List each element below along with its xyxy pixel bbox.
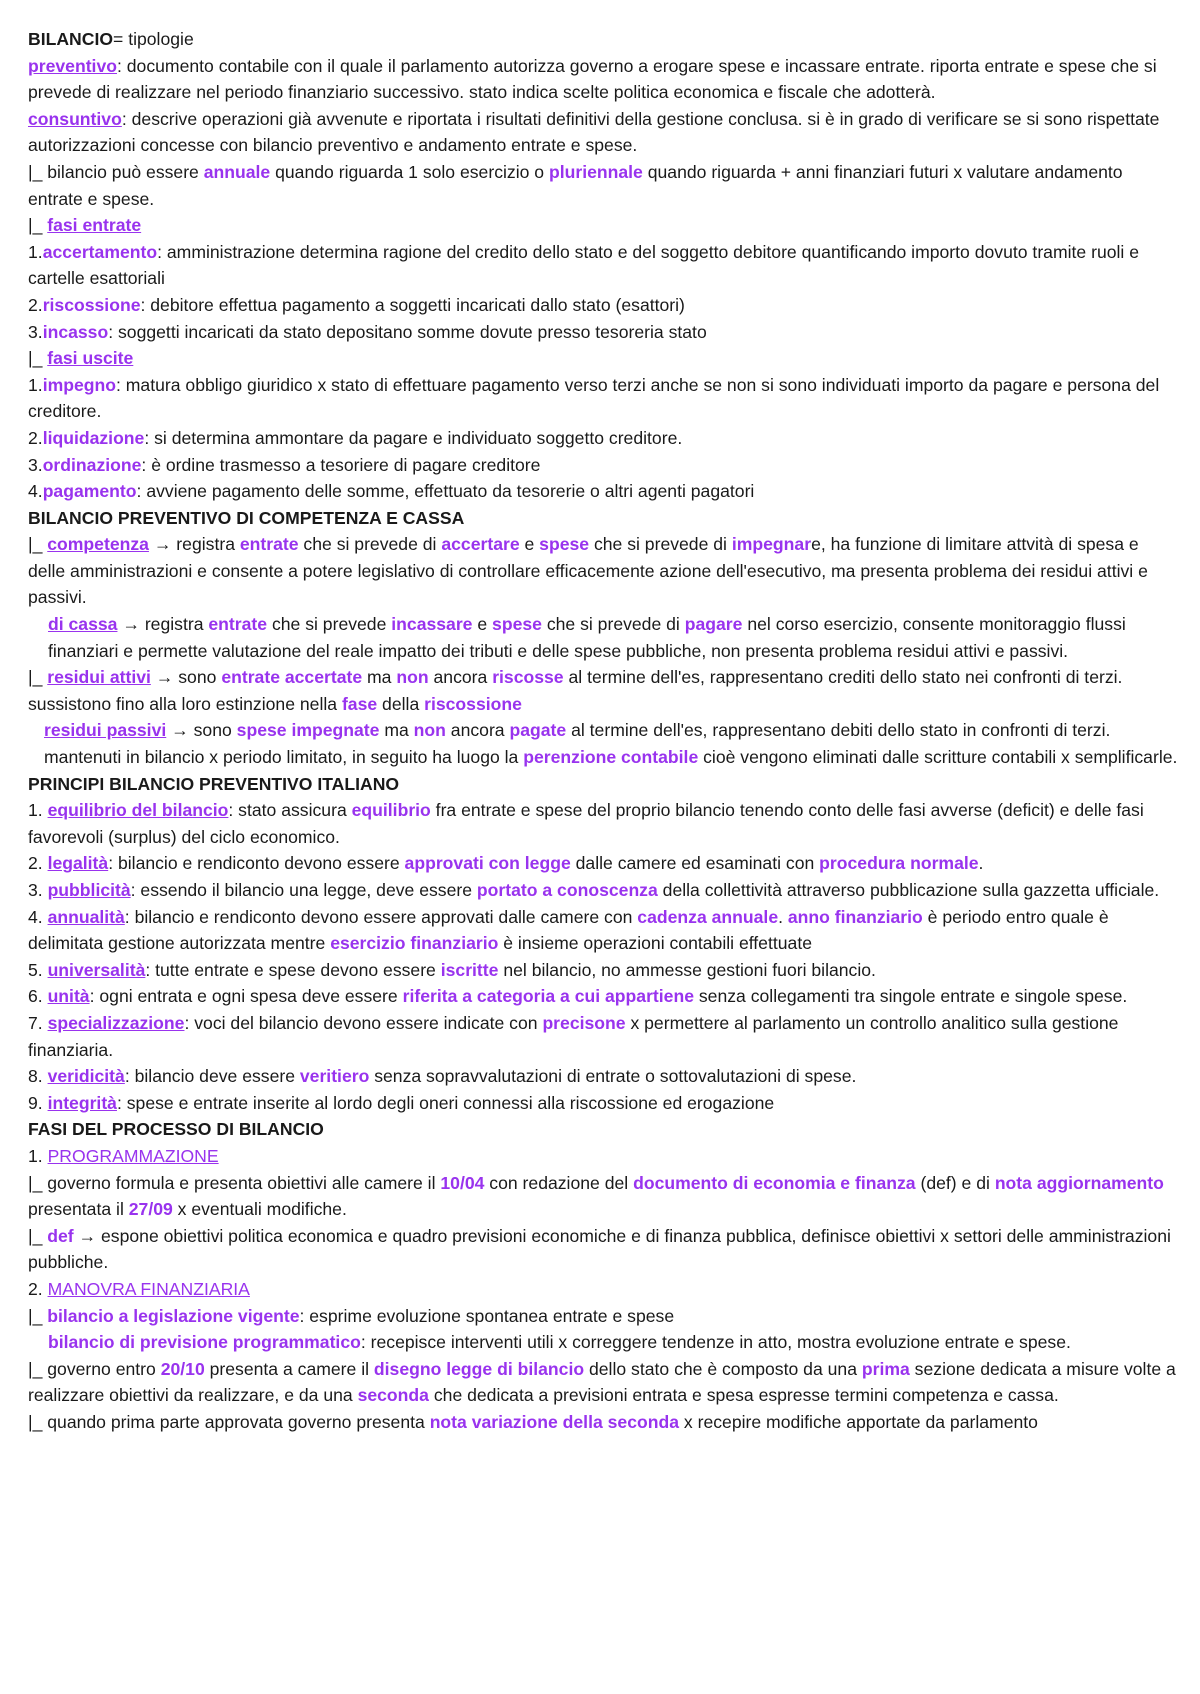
text-line [28, 239, 1178, 292]
body-text: : soggetti incaricati da stato depositano somme dovute presso tesoreria stato [108, 321, 707, 342]
text-line [28, 372, 1178, 425]
text-line [28, 664, 1178, 717]
highlighted-term: non [396, 667, 429, 688]
underlined-term: universalità [47, 959, 146, 980]
body-text: : amministrazione determina ragione del credito dello stato e del soggetto debitore quantificando importo dovuto tramite ruoli e cartelle esattoriali [28, 241, 1140, 289]
section-heading: PRINCIPI BILANCIO PREVENTIVO ITALIANO [28, 773, 400, 794]
body-text: 1. [28, 241, 43, 262]
body-text: nel corso esercizio, consente monitoraggio flussi finanziari e permette valutazione del reale impatto dei tributi e delle spese pubbliche, non presenta problema residui attivi e passivi. [48, 614, 1126, 661]
body-text: che si prevede di [589, 534, 732, 555]
text-line [28, 1329, 1178, 1356]
body-text: 7. [28, 1012, 48, 1033]
highlighted-term: non [413, 720, 446, 741]
highlighted-term: documento di economia e finanza [633, 1172, 916, 1193]
highlighted-term: disegno legge di bilancio [373, 1358, 585, 1379]
highlighted-term: pagare [684, 614, 743, 635]
highlighted-term: pluriennale [548, 161, 643, 182]
body-text: |_ [28, 667, 48, 688]
highlighted-term: incassare [391, 614, 473, 635]
body-text: dello stato che è composto da una [584, 1358, 862, 1379]
text-line [28, 292, 1178, 319]
body-text: → registra [117, 614, 209, 635]
body-text: : documento contabile con il quale il parlamento autorizza governo a erogare spese e incassare entrate. riporta entrate e spese che si prevede di realizzare nel periodo finanziario successivo. stato indica scelte politica economica e fiscale che adotterà. [28, 55, 1157, 103]
underlined-term: fasi uscite [47, 348, 134, 369]
body-text: 1. [28, 374, 43, 395]
text-line [28, 1223, 1178, 1276]
text-line [28, 425, 1178, 452]
highlighted-term: cadenza annuale [637, 906, 779, 927]
text-line [28, 611, 1178, 664]
text-line [28, 1010, 1178, 1063]
body-text: che si prevede di [298, 534, 442, 555]
body-text: : essendo il bilancio una legge, deve essere [130, 880, 477, 900]
highlighted-term: procedura normale [819, 853, 979, 874]
body-text: |_ [28, 1305, 48, 1326]
section-heading: BILANCIO [28, 29, 114, 49]
underlined-term: unità [47, 986, 90, 1007]
highlighted-term: pagamento [42, 481, 137, 502]
body-text: : bilancio deve essere [124, 1066, 300, 1087]
body-text: : recepisce interventi utili x correggere tendenze in atto, mostra evoluzione entrate e spese. [360, 1332, 1071, 1353]
body-text: 1. [28, 1145, 48, 1166]
highlighted-term: approvati con legge [404, 853, 571, 874]
text-line [28, 452, 1178, 479]
body-text: |_ governo entro [28, 1358, 161, 1379]
text-line [28, 877, 1178, 904]
body-text: al termine dell'es, rappresentano debiti dello stato in confronti di terzi. mantenuti in bilancio x periodo limitato, in seguito ha luogo la [44, 720, 1111, 768]
highlighted-term: nota variazione della seconda [429, 1411, 680, 1432]
highlighted-term: bilancio a legislazione vigente [47, 1305, 300, 1326]
text-line [28, 850, 1178, 877]
body-text: senza sopravvalutazioni di entrate o sottovalutazioni di spese. [369, 1066, 857, 1087]
body-text: 1. [28, 800, 48, 821]
body-text: → sono [166, 720, 237, 741]
body-text: → espone obiettivi politica economica e quadro previsioni economiche e di finanza pubblica, definisce obiettivi x settori delle amministrazioni pubbliche. [28, 1225, 1171, 1273]
highlighted-term: prima [861, 1358, 910, 1379]
body-text: 4. [28, 481, 43, 502]
text-line [28, 1276, 1178, 1303]
body-text: che dedicata a previsioni entrata e spesa espresse termini competenza e cassa. [428, 1385, 1059, 1406]
body-text: fra entrate e spese del proprio bilancio tenendo conto delle fasi avverse (deficit) e delle fasi favorevoli (surplus) del ciclo economico. [28, 800, 1144, 847]
body-text: → registra [148, 534, 240, 555]
underlined-term: preventivo [28, 55, 117, 76]
text-line [28, 1356, 1178, 1409]
body-text: e, ha funzione di limitare attvità di spesa e delle amministrazioni e consente a potere legislativo di controllare efficacemente azione dell'esecutivo, ma presenta problema dei residui attivi e passivi. [28, 534, 1148, 608]
body-text: 8. [28, 1066, 48, 1087]
body-text: della [377, 693, 425, 714]
highlighted-term: accertamento [42, 241, 158, 262]
body-text: |_ [28, 1225, 48, 1246]
body-text: : stato assicura [228, 800, 352, 821]
text-line [28, 983, 1178, 1010]
body-text: 2. [28, 294, 43, 315]
body-text: che si prevede di [541, 614, 685, 635]
section-heading: FASI DEL PROCESSO DI BILANCIO [28, 1119, 324, 1140]
highlighted-term: equilibrio [351, 800, 431, 821]
text-line [28, 1063, 1178, 1090]
body-text: è insieme operazioni contabili effettuate [498, 933, 812, 954]
body-text: : voci del bilancio devono essere indicate con [184, 1012, 543, 1033]
underlined-term: fasi entrate [47, 215, 142, 236]
body-text: → sono [150, 667, 222, 688]
highlighted-term: annuale [203, 161, 271, 182]
body-text: con redazione del [484, 1172, 634, 1193]
highlighted-term: perenzione contabile [523, 747, 699, 768]
text-line [28, 531, 1178, 611]
text-line [28, 797, 1178, 850]
body-text: x eventuali modifiche. [172, 1199, 347, 1220]
text-line [28, 106, 1178, 159]
highlighted-term: precisone [542, 1012, 626, 1033]
body-text: : matura obbligo giuridico x stato di effettuare pagamento verso terzi anche se non si sono individuati importo da pagare e persona del creditore. [28, 374, 1160, 422]
body-text: al termine dell'es, rappresentano crediti dello stato nei confronti di terzi. sussistono fino alla loro estinzione nella [28, 667, 1123, 714]
highlighted-term: nota aggiornamento [994, 1172, 1164, 1193]
body-text: 9. [28, 1092, 48, 1113]
underlined-term: specializzazione [47, 1012, 185, 1033]
body-text: 2. [28, 1278, 48, 1299]
body-text: : avviene pagamento delle somme, effettuato da tesorerie o altri agenti pagatori [136, 481, 755, 502]
body-text: 2. [28, 853, 48, 874]
section-heading: BILANCIO PREVENTIVO DI COMPETENZA E CASSA [28, 507, 465, 528]
body-text: presentata il [28, 1199, 129, 1220]
body-text: : bilancio e rendiconto devono essere [108, 853, 405, 874]
highlighted-term: 27/09 [128, 1199, 173, 1220]
body-text: = tipologie [113, 29, 194, 49]
highlighted-term: portato a conoscenza [476, 880, 658, 900]
highlighted-term: esercizio finanziario [330, 933, 499, 954]
text-line [28, 1170, 1178, 1223]
underlined-term: consuntivo [28, 108, 122, 129]
text-line [28, 26, 1178, 53]
highlighted-term: pagate [509, 720, 567, 741]
text-line [28, 212, 1178, 239]
body-text: : è ordine trasmesso a tesoriere di pagare creditore [141, 454, 541, 475]
highlighted-term: entrate [208, 614, 268, 635]
body-text: (def) e di [915, 1172, 995, 1193]
highlighted-term: riscossione [424, 693, 522, 714]
highlighted-term: riscosse [492, 667, 564, 688]
body-text: presenta a camere il [204, 1358, 374, 1379]
body-text: . [778, 906, 783, 927]
body-text: : si determina ammontare da pagare e individuato soggetto creditore. [144, 427, 683, 448]
highlighted-term: impegnar [731, 534, 812, 555]
underlined-term: residui passivi [44, 720, 167, 741]
highlighted-term: incasso [42, 321, 109, 342]
text-line [28, 319, 1178, 346]
underlined-term: di cassa [48, 614, 118, 635]
underlined-term: annualità [47, 906, 125, 927]
underlined-term: integrità [47, 1092, 117, 1113]
document-body [28, 26, 1178, 1435]
text-line [28, 53, 1178, 106]
body-text: |_ quando prima parte approvata governo presenta [28, 1411, 430, 1432]
highlighted-term: spese [539, 534, 590, 555]
highlighted-term: accertare [441, 534, 520, 555]
text-line [28, 1143, 1178, 1170]
highlighted-term: bilancio di previsione programmatico [48, 1332, 361, 1353]
highlighted-term: entrate [239, 534, 299, 555]
body-text: ancora [445, 720, 510, 741]
highlighted-term: anno finanziario [783, 906, 923, 927]
body-text: ma [379, 720, 414, 741]
body-text: : debitore effettua pagamento a soggetti incaricati dallo stato (esattori) [140, 294, 685, 315]
body-text: dalle camere ed esaminati con [570, 853, 820, 874]
text-line [28, 1303, 1178, 1330]
highlighted-term: ordinazione [42, 454, 142, 475]
text-line [28, 957, 1178, 984]
body-text: : descrive operazioni già avvenute e riportata i risultati definitivi della gestione conclusa. si è in grado di verificare se si sono rispettate autorizzazioni concesse con bilancio preventivo e andamento entrate e spese. [28, 108, 1160, 156]
text-line [28, 159, 1178, 212]
text-line [28, 904, 1178, 957]
highlighted-term: impegno [42, 374, 116, 395]
underlined-term: equilibrio del bilancio [47, 800, 229, 821]
body-text: : esprime evoluzione spontanea entrate e spese [299, 1305, 675, 1326]
body-text: : spese e entrate inserite al lordo degli oneri connessi alla riscossione ed erogazione [116, 1092, 775, 1113]
body-text: 4. [28, 906, 48, 927]
body-text: 3. [28, 880, 48, 900]
highlighted-term: veritiero [299, 1066, 370, 1087]
body-text: |_ [28, 348, 48, 369]
highlighted-term: liquidazione [42, 427, 145, 448]
highlighted-term: riscossione [42, 294, 141, 315]
body-text: ancora [428, 667, 493, 688]
text-line [28, 1090, 1178, 1117]
body-text: x permettere al parlamento un controllo analitico sulla gestione finanziaria. [28, 1012, 1119, 1060]
body-text: 6. [28, 986, 48, 1007]
underlined-term: legalità [47, 853, 109, 874]
body-text: x recepire modifiche apportate da parlamento [679, 1411, 1038, 1432]
body-text: . [978, 853, 984, 874]
body-text: 5. [28, 959, 48, 980]
phase-title: PROGRAMMAZIONE [47, 1145, 219, 1166]
body-text: : tutte entrate e spese devono essere [145, 959, 441, 980]
body-text: quando riguarda 1 solo esercizio o [270, 161, 549, 182]
body-text: |_ governo formula e presenta obiettivi alle camere il [28, 1172, 441, 1193]
body-text: è periodo entro quale è delimitata gestione autorizzata mentre [28, 906, 1109, 954]
highlighted-term: spese [492, 614, 542, 635]
text-line [28, 1116, 1178, 1143]
underlined-term: pubblicità [47, 880, 131, 900]
body-text: sezione dedicata a misure volte a realizzare obiettivi da realizzare, e da una [28, 1358, 1176, 1406]
underlined-term: veridicità [47, 1066, 125, 1087]
body-text: nel bilancio, no ammesse gestioni fuori bilancio. [498, 959, 876, 980]
body-text: 2. [28, 427, 43, 448]
body-text: quando riguarda + anni finanziari futuri x valutare andamento entrate e spese. [28, 161, 1123, 209]
text-line [28, 1409, 1178, 1436]
highlighted-term: seconda [357, 1385, 429, 1406]
body-text: che si prevede [267, 614, 392, 635]
phase-title: MANOVRA FINANZIARIA [47, 1278, 250, 1299]
body-text: 3. [28, 454, 43, 475]
body-text: cioè vengono eliminati dalle scritture contabili x semplificarle. [698, 747, 1178, 768]
underlined-term: residui attivi [47, 667, 151, 688]
text-line [28, 345, 1178, 372]
body-text: e [472, 614, 493, 635]
highlighted-term: def [47, 1225, 74, 1246]
body-text: |_ [28, 215, 48, 236]
body-text: : ogni entrata e ogni spesa deve essere [89, 986, 403, 1007]
highlighted-term: fase [341, 693, 378, 714]
body-text: ma [362, 667, 397, 688]
highlighted-term: entrate accertate [221, 667, 363, 688]
body-text: 3. [28, 321, 43, 342]
highlighted-term: 20/10 [160, 1358, 205, 1379]
body-text: |_ [28, 534, 48, 555]
body-text: |_ bilancio può essere [28, 161, 204, 182]
highlighted-term: riferita a categoria a cui appartiene [402, 986, 694, 1007]
highlighted-term: spese impegnate [236, 720, 380, 741]
underlined-term: competenza [47, 534, 149, 555]
text-line [28, 505, 1178, 532]
body-text: senza collegamenti tra singole entrate e singole spese. [693, 986, 1128, 1007]
text-line [28, 717, 1178, 770]
highlighted-term: 10/04 [440, 1172, 485, 1193]
highlighted-term: iscritte [440, 959, 499, 980]
text-line [28, 478, 1178, 505]
body-text: della collettività attraverso pubblicazione sulla gazzetta ufficiale. [657, 880, 1160, 900]
text-line [28, 771, 1178, 798]
body-text: : bilancio e rendiconto devono essere approvati dalle camere con [124, 906, 638, 927]
body-text: e [519, 534, 540, 555]
